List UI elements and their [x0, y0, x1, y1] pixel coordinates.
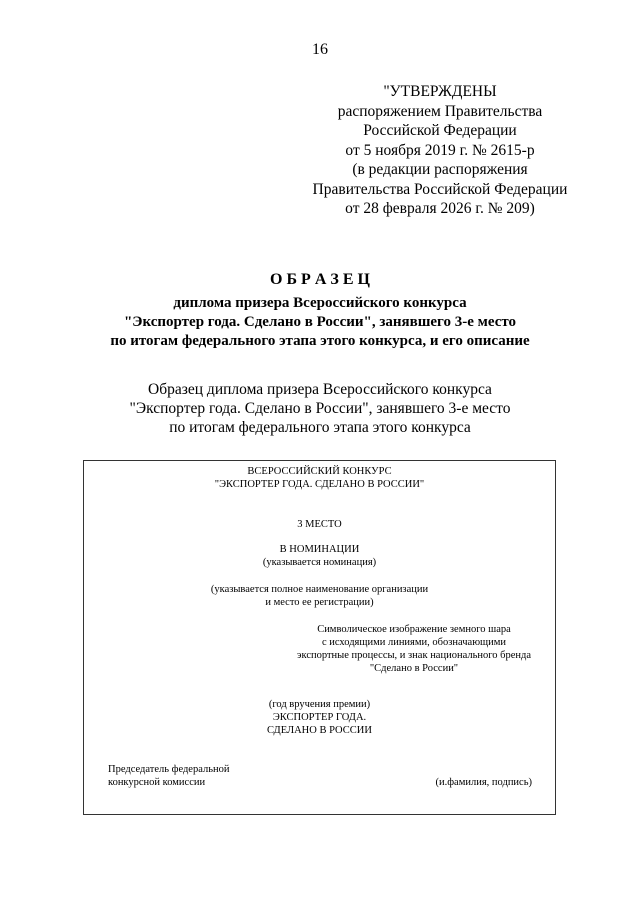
approval-line: Российской Федерации: [363, 122, 517, 139]
chairman-label: [108, 763, 230, 789]
approval-line: "УТВЕРЖДЕНЫ: [383, 83, 497, 100]
award-year-block: [83, 698, 556, 737]
place-label: 3 МЕСТО: [297, 519, 342, 530]
contest-title: [83, 465, 556, 491]
page-number: 16: [312, 41, 328, 58]
globe-line: экспортные процессы, и знак национального бренда: [296, 650, 532, 661]
contest-title-line: "ЭКСПОРТЕР ГОДА. СДЕЛАНО В РОССИИ": [214, 479, 425, 490]
sample-title: О Б Р А З Е Ц: [270, 271, 370, 288]
award-year-line: СДЕЛАНО В РОССИИ: [267, 725, 372, 736]
organization-line: (указывается полное наименование организации: [210, 584, 429, 595]
globe-line: с исходящими линиями, обозначающими: [321, 637, 507, 648]
intro-line: по итогам федерального этапа этого конкурса: [169, 419, 471, 436]
globe-line: "Сделано в России": [369, 663, 459, 674]
approval-line: от 28 февраля 2026 г. № 209): [345, 200, 535, 217]
signature-label: (и.фамилия, подпись): [435, 777, 532, 788]
subtitle-line: по итогам федерального этапа этого конкурса, и его описание: [110, 333, 530, 349]
globe-description: [280, 623, 548, 675]
subtitle-line: диплома призера Всероссийского конкурса: [173, 295, 467, 311]
intro-heading: [0, 380, 640, 437]
approval-line: распоряжением Правительства: [337, 102, 543, 120]
organization-block: [83, 583, 556, 609]
chairman-line: конкурсной комиссии: [108, 777, 206, 788]
award-year-line: ЭКСПОРТЕР ГОДА.: [272, 712, 367, 723]
approval-block: [300, 82, 580, 219]
approval-line: Правительства Российской Федерации: [312, 180, 568, 198]
intro-line: "Экспортер года. Сделано в России", занявшего 3-е место: [129, 400, 511, 417]
globe-line: Символическое изображение земного шара: [317, 624, 511, 635]
nomination-line: (указывается номинация): [262, 557, 377, 568]
nomination-line: В НОМИНАЦИИ: [279, 544, 360, 555]
approval-line: (в редакции распоряжения: [352, 161, 528, 178]
award-year-line: (год вручения премии): [268, 699, 371, 710]
chairman-line: Председатель федеральной: [108, 764, 230, 775]
intro-line: Образец диплома призера Всероссийского конкурса: [148, 381, 492, 398]
sample-subtitle: [0, 294, 640, 351]
contest-title-line: ВСЕРОССИЙСКИЙ КОНКУРС: [247, 466, 392, 477]
approval-line: от 5 ноября 2019 г. № 2615-р: [345, 141, 535, 159]
nomination-block: [83, 543, 556, 569]
organization-line: и место ее регистрации): [265, 597, 374, 608]
subtitle-line: "Экспортер года. Сделано в России", занявшего 3-е место: [123, 314, 517, 330]
